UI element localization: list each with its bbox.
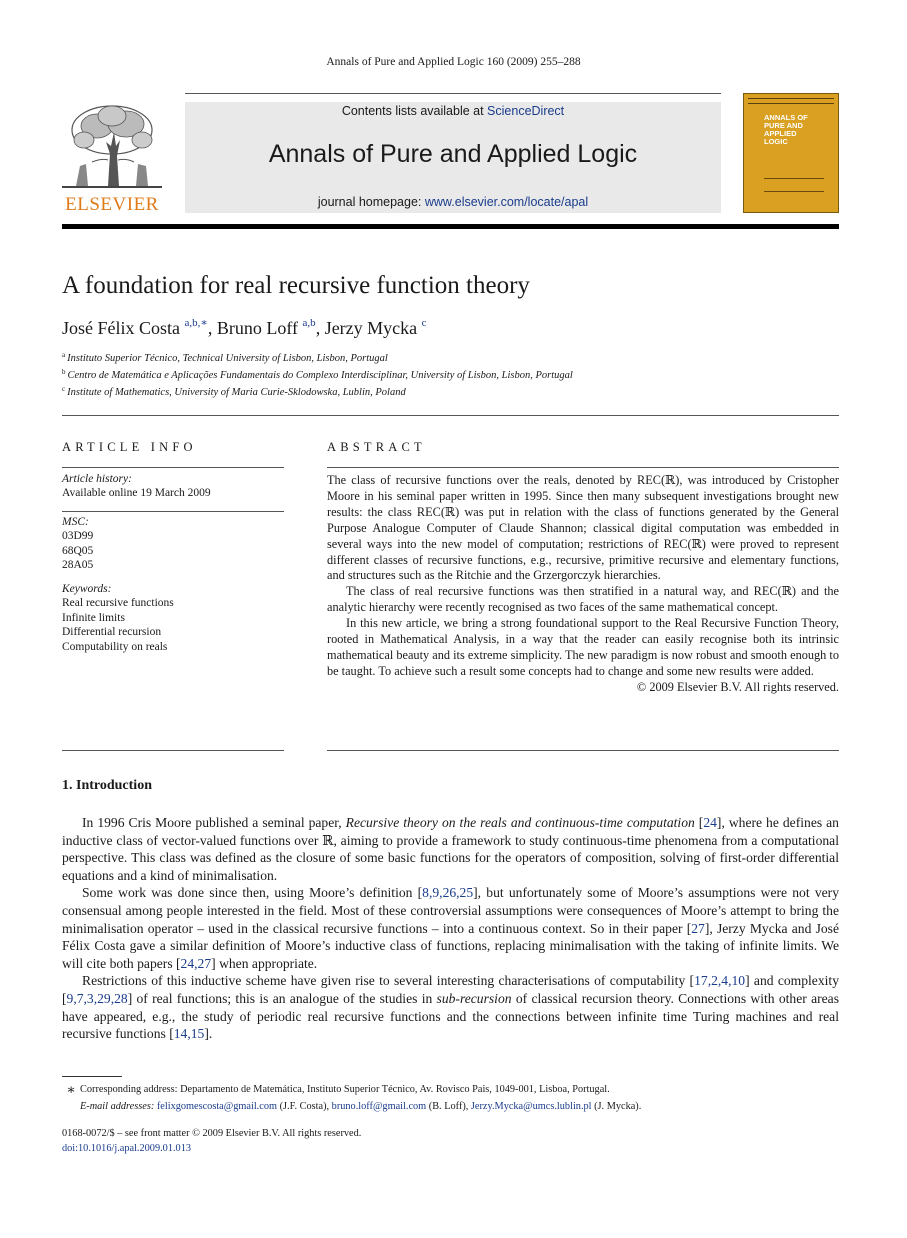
intro-text: Restrictions of this inductive scheme have given rise to several interesting characterisations of computability [ (82, 973, 695, 989)
info-rule (62, 750, 284, 751)
abstract-paragraph: The class of real recursive functions was then stratified in a natural way, and REC(ℝ) and the analytic hierarchy were recently recognised as two faces of the same mathematical concept. (327, 584, 839, 615)
cover-strip (748, 98, 834, 104)
intro-text: Some work was done since then, using Moore’s definition [ (82, 885, 423, 901)
msc-code: 68Q05 (62, 544, 94, 557)
affiliation-text: Institute of Mathematics, University of Maria Curie-Sklodowska, Lublin, Poland (67, 387, 406, 398)
intro-text: In 1996 Cris Moore published a seminal paper, (82, 815, 346, 830)
cited-title: Recursive theory on the reals and continuous-time computation (345, 815, 695, 830)
introduction-body (62, 814, 839, 1043)
email-owner: (J.F. Costa), (277, 1101, 332, 1112)
email-link[interactable]: felixgomescosta@gmail.com (156, 1101, 277, 1112)
citation-link[interactable]: 14,15 (173, 1026, 205, 1042)
abstract-rule (327, 467, 839, 468)
doi-link[interactable]: doi:10.1016/j.apal.2009.01.013 (62, 1143, 191, 1154)
intro-paragraph (62, 814, 839, 884)
intro-paragraph (62, 884, 839, 972)
article-info-heading: ARTICLE INFO (62, 440, 197, 454)
header-rule (185, 93, 721, 94)
history-label: Article history: (62, 473, 132, 485)
running-head: Annals of Pure and Applied Logic 160 (2009) 255–288 (326, 56, 581, 68)
issn-line: 0168-0072/$ – see front matter © 2009 Elsevier B.V. All rights reserved. (62, 1128, 362, 1139)
section-rule (62, 415, 839, 416)
email-link[interactable]: bruno.loff@gmail.com (331, 1101, 427, 1112)
affiliation-text: Instituto Superior Técnico, Technical University of Lisbon, Lisbon, Portugal (67, 353, 388, 364)
info-rule (62, 467, 284, 468)
emphasis: sub-recursion (436, 990, 512, 1006)
homepage-prefix: journal homepage: (317, 195, 425, 209)
citation-link[interactable]: 24,27 (180, 955, 212, 971)
journal-homepage-link[interactable]: www.elsevier.com/locate/apal (424, 195, 589, 209)
abstract-rule (327, 750, 839, 751)
elsevier-wordmark: ELSEVIER (65, 194, 159, 215)
affiliation (62, 351, 388, 364)
msc-block (62, 515, 93, 573)
citation-link[interactable]: 17,2,4,10 (694, 973, 746, 989)
abstract-body (327, 473, 839, 696)
affiliation-mark: c (62, 385, 66, 393)
sciencedirect-link[interactable]: ScienceDirect (487, 104, 565, 118)
keyword: Differential recursion (62, 626, 162, 639)
author-name: José Félix Costa (62, 318, 181, 338)
article-history (62, 472, 211, 501)
header-thick-rule (62, 224, 839, 229)
email-owner: (B. Loff), (426, 1101, 471, 1112)
intro-text: ] when appropriate. (211, 955, 318, 971)
author-affil-mark[interactable]: a,b (302, 317, 316, 329)
corresponding-address (62, 1082, 839, 1099)
keyword: Real recursive functions (62, 597, 174, 610)
msc-label: MSC: (62, 516, 89, 528)
intro-text: ], Jerzy Mycka and José Félix Costa gave a similar definition of Moore’s inductive class of functions, replacing minimalisation with the taking of infinite limits. We will cite both papers [ (62, 920, 839, 971)
journal-masthead (185, 102, 721, 213)
intro-text: ], but unfortunately some of Moore’s assumptions were not very consensual among people interested in the field. Most of these controversial assumptions were consequences of Moore’s attempt to bring the minimalisation operator – used in the classical recursive functions – into a continuous context. So in their paper [ (62, 885, 839, 936)
introduction-heading: 1. Introduction (62, 778, 152, 793)
author-name: Bruno Loff (216, 318, 299, 338)
contents-prefix: Contents lists available at (341, 104, 488, 118)
intro-text: ]. (204, 1026, 213, 1042)
affiliation-mark: a (62, 351, 66, 359)
corresponding-text: Corresponding address: Departamento de Matemática, Instituto Superior Técnico, Av. Rovisco Pais, 1049-001, Lisboa, Portugal. (80, 1084, 610, 1095)
history-value: Available online 19 March 2009 (62, 487, 211, 500)
affiliation-mark: b (62, 368, 66, 376)
author-name: Jerzy Mycka (324, 318, 418, 338)
citation-link[interactable]: 9,7,3,29,28 (66, 990, 128, 1006)
info-rule (62, 511, 284, 512)
keywords-block (62, 582, 174, 654)
msc-code: 03D99 (62, 530, 94, 543)
author-separator: , (315, 318, 325, 338)
keywords-label: Keywords: (62, 583, 112, 595)
email-line (62, 1099, 839, 1115)
intro-text: ] of real functions; this is an analogue of the studies in (127, 990, 437, 1006)
cover-ornament (764, 178, 824, 192)
author-separator: , (207, 318, 217, 338)
citation-link[interactable]: 8,9,26,25 (422, 885, 474, 901)
intro-text: ] and complexity [ (62, 973, 839, 1006)
citation-link[interactable]: 27 (691, 920, 705, 936)
footnote-rule (62, 1076, 122, 1077)
email-link[interactable]: Jerzy.Mycka@umcs.lublin.pl (470, 1101, 592, 1112)
author-list (62, 316, 427, 339)
abstract-paragraph: The class of recursive functions over the reals, denoted by REC(ℝ), was introduced by Cristopher Moore in his seminal paper written in 1995. Since then many subsequent investigations brought new results: the class REC(ℝ) was put in relation with the class of functions generated by the General Purpose Analogue Computer of Claude Shannon; classical digital computation was embedded in several ways into the new model of computation; restrictions of REC(ℝ) were proved to represent different classes of recursive functions, e.g., recursive, primitive recursive and elementary functions, and structures such as the Ritchie and the Grzergorczyk hierarchies. (327, 473, 839, 583)
front-matter-info (62, 1126, 361, 1156)
contents-line (185, 104, 721, 118)
abstract-paragraph: In this new article, we bring a strong foundational support to the Real Recursive Function Theory, rooted in Mathematical Analysis, in a way that the reader can easily recognise both its intrinsic mathematical beauty and its extreme simplicity. The new paradigm is now robust and smooth enough to be taught. To achieve such a result some concepts had to change and some new results were added. (327, 616, 839, 678)
intro-text: of classical recursion theory. Connections with other areas have appeared, e.g., the study of periodic real recursive functions and the connections between infinite time Turing machines and real recursive functions [ (62, 990, 839, 1042)
keyword: Infinite limits (62, 611, 125, 624)
cover-title: ANNALS OF PURE AND APPLIED LOGIC (764, 113, 808, 146)
journal-title: Annals of Pure and Applied Logic (268, 140, 638, 168)
elsevier-logo (62, 102, 162, 216)
author-affil-mark[interactable]: a,b,∗ (184, 317, 208, 329)
email-owner: (J. Mycka). (591, 1101, 642, 1112)
affiliation-text: Centro de Matemática e Aplicações Fundamentais do Complexo Interdisciplinar, University of Lisbon, Lisbon, Portugal (67, 370, 573, 381)
msc-code: 28A05 (62, 559, 94, 572)
abstract-heading: ABSTRACT (327, 440, 426, 454)
elsevier-tree-icon (62, 102, 162, 194)
intro-text: ], where he defines an inductive class of vector-valued functions over ℝ, aiming to provide a framework to study continuous-time phenomena from a computational perspective. This class was defined as the closure of some basic functions for the operators of composition, solving of first-order differential equations and a kind of minimalisation. (62, 815, 839, 883)
abstract-copyright: © 2009 Elsevier B.V. All rights reserved. (636, 679, 839, 694)
email-label: E-mail addresses: (80, 1101, 155, 1112)
intro-paragraph (62, 972, 839, 1042)
keyword: Computability on reals (62, 640, 168, 653)
citation-link[interactable]: 24 (703, 815, 717, 830)
affiliation (62, 385, 406, 398)
affiliation (62, 368, 573, 381)
journal-cover-image (743, 93, 839, 213)
footnote (62, 1082, 839, 1115)
homepage-line (185, 195, 721, 209)
author-affil-mark[interactable]: c (421, 317, 427, 329)
article-title: A foundation for real recursive function theory (62, 272, 530, 299)
intro-text: [ (694, 815, 704, 830)
footnote-star: ∗ (66, 1083, 76, 1098)
